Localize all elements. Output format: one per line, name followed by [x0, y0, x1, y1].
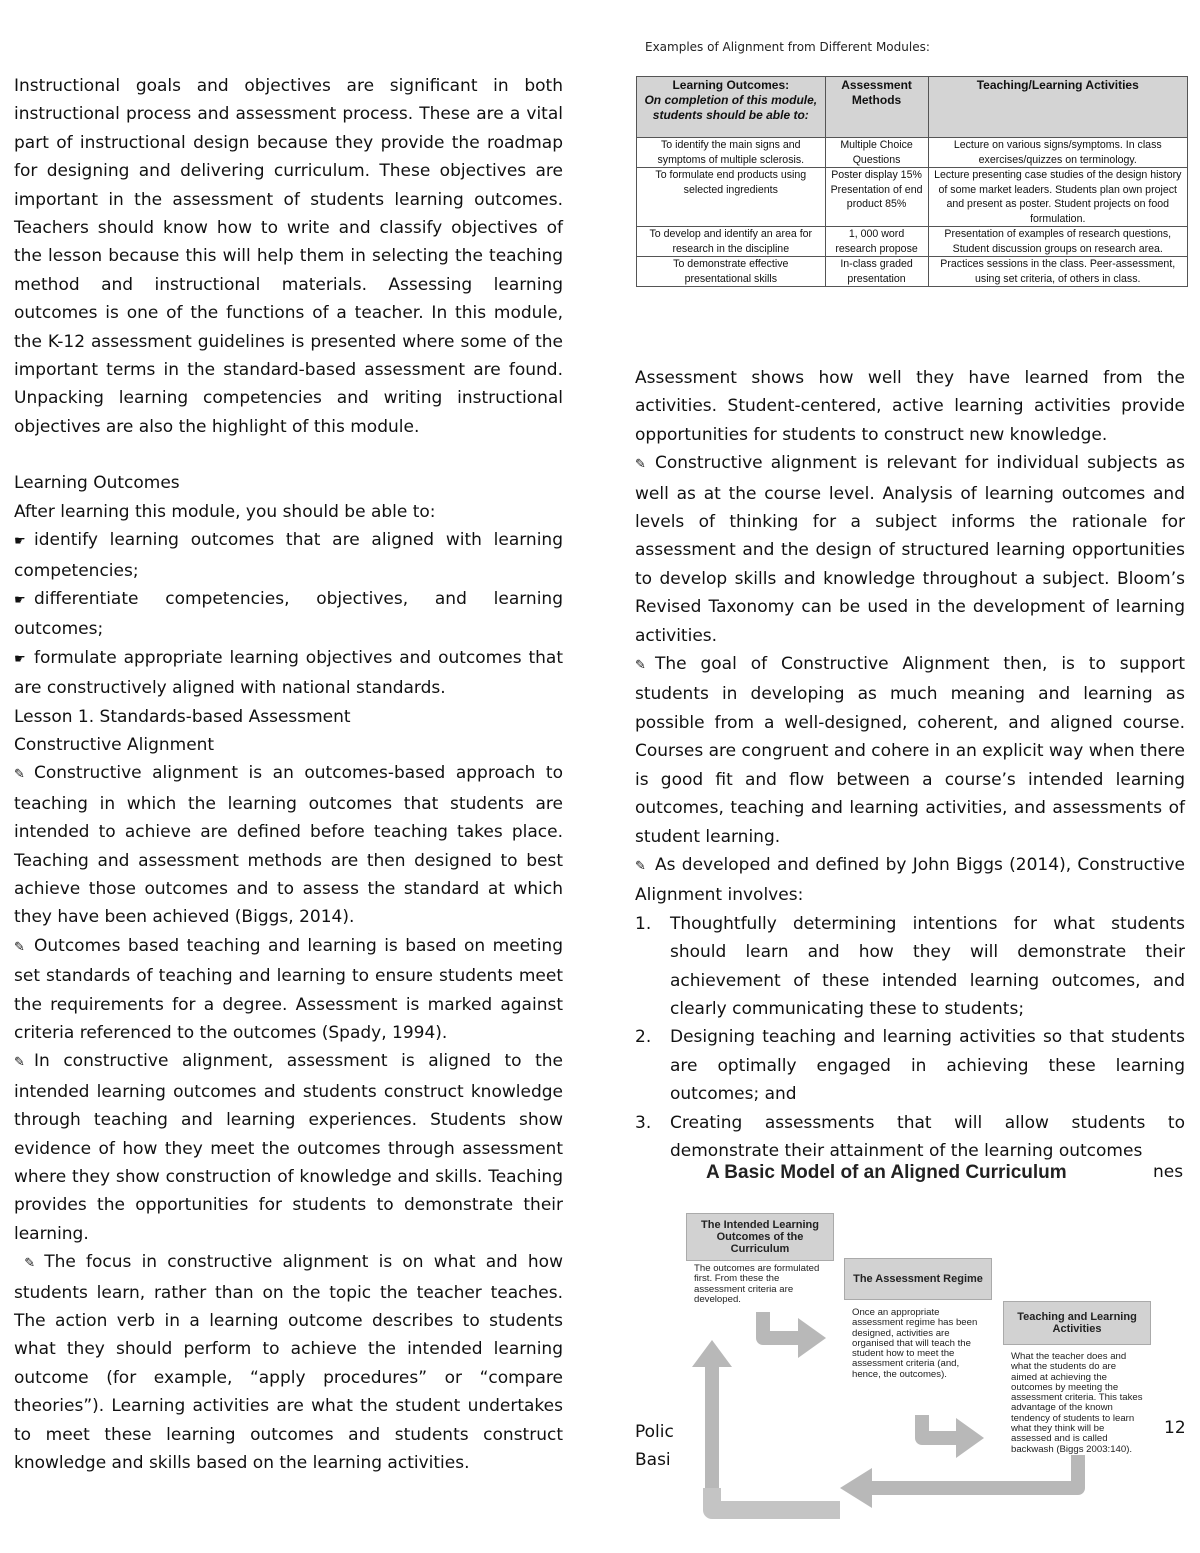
header-learning-outcomes: Learning Outcomes: On completion of this module, students should be able to:: [637, 77, 826, 138]
learning-outcomes-lead: After learning this module, you should be able to:: [14, 501, 436, 522]
hand-pointer-icon: ☛: [14, 592, 26, 608]
teaching-activities-text: What the teacher does and what the students do are aimed at achieving the outcomes by meeting the assessment criteria. This takes advantage of the known tendency of students to learn what they think will be assessed and is called backwash (Biggs 2003:140).: [1011, 1351, 1143, 1455]
header-teaching-activities: Teaching/Learning Activities: [928, 77, 1188, 138]
pencil-icon: ✎: [635, 858, 646, 874]
learning-outcomes-heading: Learning Outcomes: [14, 473, 180, 494]
body-paragraph: Assessment shows how well they have learned from the activities. Student-centered, active learning activities provide opportunities for students to construct new knowledge.: [635, 368, 1185, 445]
pencil-icon: ✎: [14, 939, 25, 955]
pencil-icon: ✎: [635, 457, 646, 473]
numbered-item: 2. Designing teaching and learning activities so that students are optimally engaged in achieving these learning outcomes; and: [635, 1027, 1185, 1105]
assessment-regime-box: The Assessment Regime: [844, 1258, 992, 1300]
intro-paragraph: Instructional goals and objectives are significant in both instructional process and assessment process. These are a vital part of instructional design because they provide the roadmap for designing and delivering curriculum. These objectives are important in the assessment of students learning outcomes. Teachers should know how to write and classify objectives of the lesson because this will help them in selecting the teaching method and instructional materials. Assessing learning outcomes is one of the functions of a teacher. In this module, the K-12 assessment guidelines is presented where some of the important terms in the standard-based assessment are found. Unpacking learning competencies and writing instructional objectives are also the highlight of this module.: [14, 76, 563, 437]
arrow-box1-to-box2: [763, 1312, 800, 1338]
numbered-item: 1. Thoughtfully determining intentions for what students should learn and how they will demonstrate their achievement of these intended learning outcomes, and clearly communicating these to students;: [635, 913, 1185, 1019]
body-paragraph: ✎ In constructive alignment, assessment is aligned to the intended learning outcomes and students construct knowledge through teaching and learning experiences. Students show evidence of how they meet the outcomes through assessment where they show construction of knowledge and skills. Teaching provides the opportunities for students to demonstrate their learning.: [14, 1051, 563, 1244]
body-paragraph: ✎ Constructive alignment is relevant for individual subjects as well as at the course level. Analysis of learning outcomes and levels of thinking for a subject informs the rationale for assessment and the design of structured learning opportunities to develop skills and knowledge throughout a subject. Bloom’s Revised Taxonomy can be used in the development of learning activities.: [635, 453, 1185, 646]
pencil-icon: ✎: [14, 767, 25, 783]
hand-pointer-icon: ☛: [14, 534, 26, 550]
hand-pointer-icon: ☛: [14, 651, 26, 667]
diagram-title: A Basic Model of an Aligned Curriculum: [706, 1162, 1067, 1183]
pencil-icon: ✎: [14, 1055, 25, 1071]
assessment-regime-text: Once an appropriate assessment regime has been designed, activities are organised that will teach the student how to meet the assessment criteria (and, hence, the outcomes).: [852, 1307, 978, 1380]
pencil-icon: ✎: [635, 658, 646, 674]
pencil-icon: ✎: [24, 1256, 36, 1272]
header-assessment-methods: Assessment Methods: [825, 77, 928, 138]
body-paragraph: ✎ As developed and defined by John Biggs (2014), Constructive Alignment involves:: [635, 854, 1185, 906]
section-subheading: Constructive Alignment: [14, 734, 215, 755]
page-number: 12: [1164, 1418, 1186, 1438]
lesson-title: Lesson 1. Standards-based Assessment: [14, 706, 351, 727]
table-row: To formulate end products using selected ingredients Poster display 15% Presentation of end product 85% Lecture presenting case studies of the design history of some market leaders. Students plan own project and present as poster. Student projects on food formulation.: [637, 168, 1188, 227]
intended-outcomes-text: The outcomes are formulated first. From these the assessment criteria are developed.: [694, 1263, 820, 1305]
footer-left: Polic Basi: [635, 1422, 674, 1470]
outcome-item: ☛ differentiate competencies, objectives, and learning outcomes;: [14, 588, 563, 640]
teaching-activities-box: Teaching and Learning Activities: [1003, 1301, 1151, 1345]
outcome-item: ☛ formulate appropriate learning objectives and outcomes that are constructively aligned with national standards.: [14, 647, 563, 699]
body-paragraph: ✎ The focus in constructive alignment is on what and how students learn, rather than on the topic the teacher teaches. The action verb in a learning outcome describes to students what they should perform to achieve the intended learning outcome (for example, “apply procedures” or “compare theories”). Learning activities are what the student undertakes to meet these learning outcomes and students construct knowledge and skills based on the learning activities.: [14, 1252, 563, 1474]
truncated-text: nes: [1153, 1162, 1184, 1182]
table-row: To identify the main signs and symptoms of multiple sclerosis. Multiple Choice Questions Lecture on various signs/symptoms. In class exercises/quizzes on terminology.: [637, 138, 1188, 168]
numbered-item: 3. Creating assessments that will allow students to demonstrate their attainment of the learning outcomes: [635, 1112, 1185, 1161]
body-paragraph: ✎ The goal of Constructive Alignment then, is to support students in developing as much meaning and learning as possible from a well-designed, coherent, and aligned course. Courses are congruent and cohere in an explicit way when there is good fit and flow between a course’s intended learning outcomes, teaching and learning activities, and assessments of student learning.: [635, 654, 1185, 847]
body-paragraph: ✎ Constructive alignment is an outcomes-based approach to teaching in which the learning outcomes that students are intended to achieve are defined before teaching takes place. Teaching and assessment methods are then designed to best achieve those outcomes and to assess the standard at which they have been achieved (Biggs, 2014).: [14, 763, 563, 928]
table-title: Examples of Alignment from Different Modules:: [645, 40, 930, 54]
body-paragraph: ✎ Outcomes based teaching and learning is based on meeting set standards of teaching and learning to ensure students meet the requirements for a degree. Assessment is marked against criteria referenced to the outcomes (Spady, 1994).: [14, 935, 563, 1043]
table-row: To develop and identify an area for research in the discipline 1, 000 word research propose Presentation of examples of research questions, Student discussion groups on research area.: [637, 227, 1188, 257]
outcome-item: ☛ identify learning outcomes that are aligned with learning competencies;: [14, 530, 563, 581]
table-row: To demonstrate effective presentational skills In-class graded presentation Practices sessions in the class. Peer-assessment, using set criteria, of others in class.: [637, 257, 1188, 287]
intended-outcomes-box: The Intended Learning Outcomes of the Curriculum: [686, 1213, 834, 1261]
